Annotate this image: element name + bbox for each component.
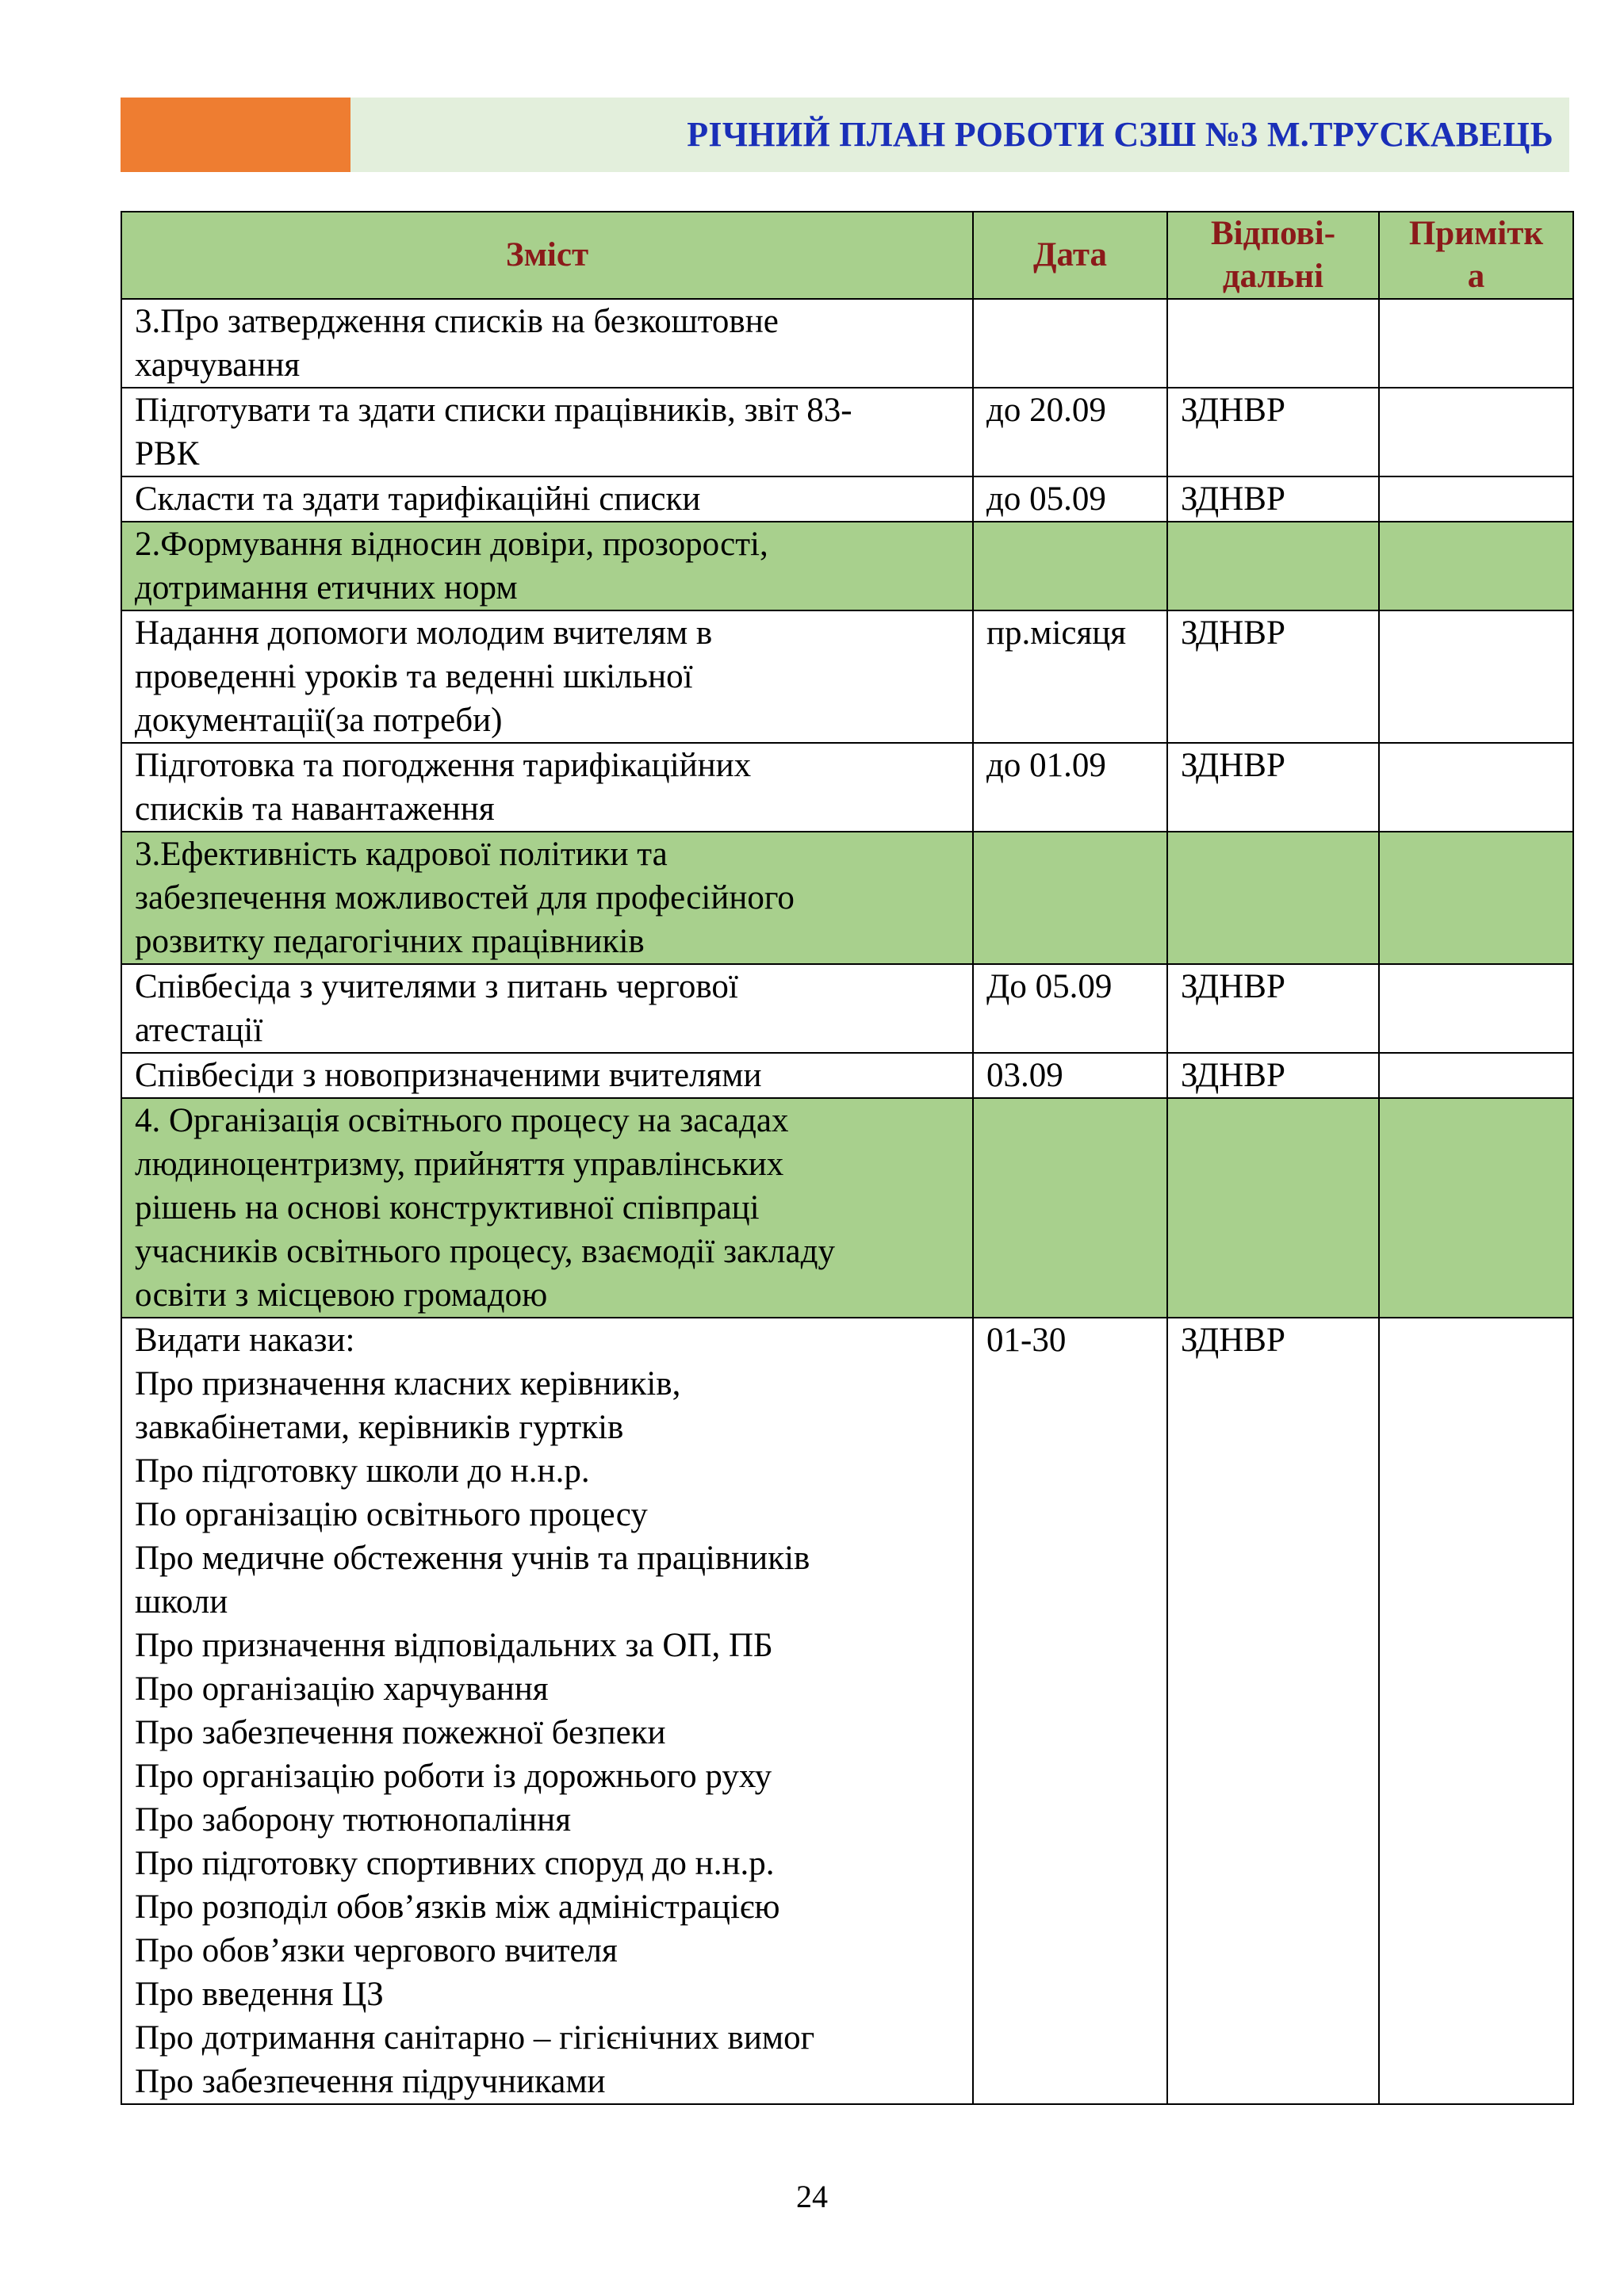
cell-note — [1379, 476, 1573, 522]
cell-note — [1379, 964, 1573, 1053]
table-row — [121, 964, 1573, 1053]
cell-note — [1379, 388, 1573, 476]
cell-responsible: ЗДНВР — [1167, 388, 1379, 476]
cell-content: Співбесіда з учителями з питань чергової атестації — [121, 964, 973, 1053]
cell-note — [1379, 743, 1573, 832]
table-body — [121, 299, 1573, 2104]
table-row — [121, 1318, 1573, 2104]
header-accent-block — [121, 98, 350, 172]
cell-responsible: ЗДНВР — [1167, 1053, 1379, 1098]
cell-date: 03.09 — [973, 1053, 1167, 1098]
cell-note — [1379, 1098, 1573, 1318]
cell-responsible — [1167, 832, 1379, 964]
cell-content: 4. Організація освітнього процесу на засадах людиноцентризму, прийняття управлінських рішень на основі конструктивної співпраці учасників освітнього процесу, взаємодії закладу освіти з місцевою громадою — [121, 1098, 973, 1318]
cell-note — [1379, 299, 1573, 388]
column-header-date: Дата — [973, 212, 1167, 299]
cell-date — [973, 832, 1167, 964]
cell-date: До 05.09 — [973, 964, 1167, 1053]
cell-content: Надання допомоги молодим вчителям в проведенні уроків та веденні шкільної документації(за потреби) — [121, 610, 973, 743]
cell-date — [973, 1098, 1167, 1318]
cell-responsible: ЗДНВР — [1167, 1318, 1379, 2104]
cell-date: до 05.09 — [973, 476, 1167, 522]
cell-content: 3.Ефективність кадрової політики та забезпечення можливостей для професійного розвитку педагогічних працівників — [121, 832, 973, 964]
cell-date — [973, 522, 1167, 610]
table-row — [121, 299, 1573, 388]
cell-content: Підготувати та здати списки працівників, звіт 83- РВК — [121, 388, 973, 476]
column-header-content: Зміст — [121, 212, 973, 299]
column-header-note: Примітк а — [1379, 212, 1573, 299]
cell-date: до 01.09 — [973, 743, 1167, 832]
cell-responsible — [1167, 522, 1379, 610]
cell-responsible — [1167, 299, 1379, 388]
cell-date: 01-30 — [973, 1318, 1167, 2104]
annual-plan-table — [121, 211, 1574, 2105]
cell-content: Видати накази: Про призначення класних керівників, завкабінетами, керівників гуртків Про підготовку школи до н.н.р. По організацію освітнього процесу Про медичне обстеження учнів та працівників школи Про призначення відповідальних за ОП, ПБ Про організацію харчування Про забезпечення пожежної безпеки Про організацію роботи із дорожнього руху Про заборону тютюнопаління Про підготовку спортивних споруд до н.н.р. Про розподіл обов’язків між адміністрацією Про обов’язки чергового вчителя Про введення ЦЗ Про дотримання санітарно – гігієнічних вимог Про забезпечення підручниками — [121, 1318, 973, 2104]
cell-date: пр.місяця — [973, 610, 1167, 743]
table-header-row — [121, 212, 1573, 299]
header-band — [121, 98, 1569, 172]
document-title: РІЧНИЙ ПЛАН РОБОТИ СЗШ №3 М.ТРУСКАВЕЦЬ — [687, 115, 1553, 154]
cell-responsible: ЗДНВР — [1167, 743, 1379, 832]
cell-note — [1379, 832, 1573, 964]
cell-content: Співбесіди з новопризначеними вчителями — [121, 1053, 973, 1098]
column-header-responsible: Відпові- дальні — [1167, 212, 1379, 299]
cell-responsible — [1167, 1098, 1379, 1318]
section-row — [121, 832, 1573, 964]
cell-content: 3.Про затвердження списків на безкоштовне харчування — [121, 299, 973, 388]
table-row — [121, 476, 1573, 522]
cell-note — [1379, 522, 1573, 610]
section-row — [121, 1098, 1573, 1318]
section-row — [121, 522, 1573, 610]
cell-note — [1379, 1053, 1573, 1098]
cell-content: Скласти та здати тарифікаційні списки — [121, 476, 973, 522]
table-row — [121, 743, 1573, 832]
cell-responsible: ЗДНВР — [1167, 964, 1379, 1053]
table-row — [121, 610, 1573, 743]
page-number: 24 — [796, 2179, 828, 2214]
cell-note — [1379, 610, 1573, 743]
cell-responsible: ЗДНВР — [1167, 610, 1379, 743]
cell-date: до 20.09 — [973, 388, 1167, 476]
cell-content: 2.Формування відносин довіри, прозорості, дотримання етичних норм — [121, 522, 973, 610]
table-row — [121, 388, 1573, 476]
table-row — [121, 1053, 1573, 1098]
cell-note — [1379, 1318, 1573, 2104]
cell-date — [973, 299, 1167, 388]
cell-content: Підготовка та погодження тарифікаційних списків та навантаження — [121, 743, 973, 832]
cell-responsible: ЗДНВР — [1167, 476, 1379, 522]
